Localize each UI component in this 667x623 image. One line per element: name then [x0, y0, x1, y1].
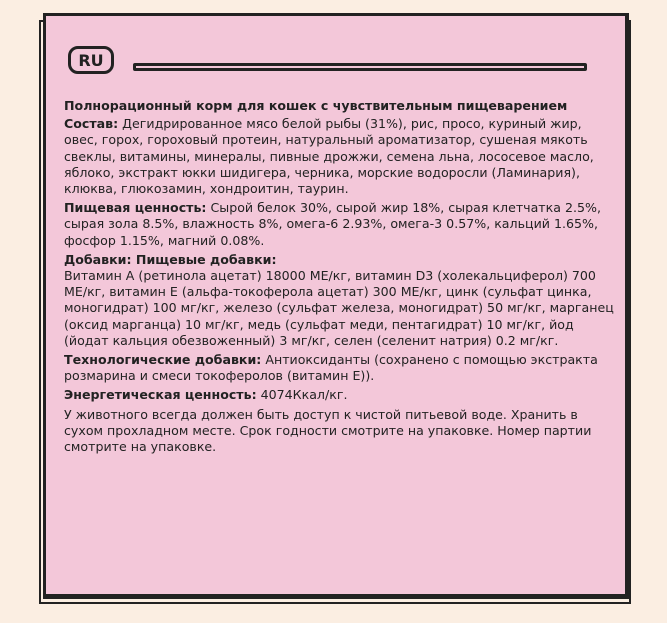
tech-additives-section: [64, 352, 619, 384]
storage-note: У животного всегда должен быть доступ к чистой питьевой воде. Хранить в сухом прохладном месте. Срок годности смотрите на упаковке. Номер партии смотрите на упаковке.: [64, 406, 592, 455]
energy-label: Энергетическая ценность:: [64, 387, 257, 403]
language-badge: RU: [68, 46, 114, 74]
composition-text: Дегидрированное мясо белой рыбы (31%), рис, просо, куриный жир, овес, горох, гороховый протеин, натуральный ароматизатор, сушеная мякоть свеклы, витамины, минералы, пивные дрожжи, семена льна, лососевое масло, яблоко, экстракт юкки шидигера, черника, морские водоросли (Ламинария), клюква, глюкозамин, хондроитин, таурин.: [64, 116, 594, 197]
tech-additives-text: Антиоксиданты (сохранено с помощью экстракта розмарина и смеси токоферолов (витамин Е)).: [64, 352, 598, 384]
label-card: [43, 13, 629, 599]
tech-additives-label: Технологические добавки:: [64, 352, 262, 368]
composition-label: Состав:: [64, 116, 119, 132]
additives-section: [64, 252, 619, 349]
nutrition-section: [64, 200, 619, 249]
nutrition-text: Сырой белок 30%, сырой жир 18%, сырая клетчатка 2.5%, сырая зола 8.5%, влажность 8%, омега-6 2.93%, омега-3 0.57%, кальций 1.65%, фосфор 1.15%, магний 0.08%.: [64, 200, 601, 248]
energy-section: [64, 387, 619, 403]
composition-section: [64, 116, 619, 197]
energy-text: 4074Ккал/кг.: [256, 387, 348, 403]
additives-label: Добавки: Пищевые добавки:: [64, 251, 277, 267]
nutrition-label: Пищевая ценность:: [64, 200, 207, 216]
additives-text: Витамин А (ретинола ацетат) 18000 МЕ/кг, витамин D3 (холекальциферол) 700 МЕ/кг, витамин Е (альфа-токоферола ацетат) 300 МЕ/кг, цинк (сульфат цинка, моногидрат) 100 мг/кг, железо (сульфат железа, моногидрат) 50 мг/кг, марганец (оксид марганца) 10 мг/кг, медь (сульфат меди, пентагидрат) 10 мг/кг, йод (йодат кальция обезвоженный) 3 мг/кг, селен (селенит натрия) 0.2 мг/кг.: [64, 268, 614, 348]
product-title: Полнорационный корм для кошек с чувствительным пищеварением: [64, 98, 568, 113]
language-bar: [133, 63, 587, 71]
label-content: [64, 98, 619, 455]
